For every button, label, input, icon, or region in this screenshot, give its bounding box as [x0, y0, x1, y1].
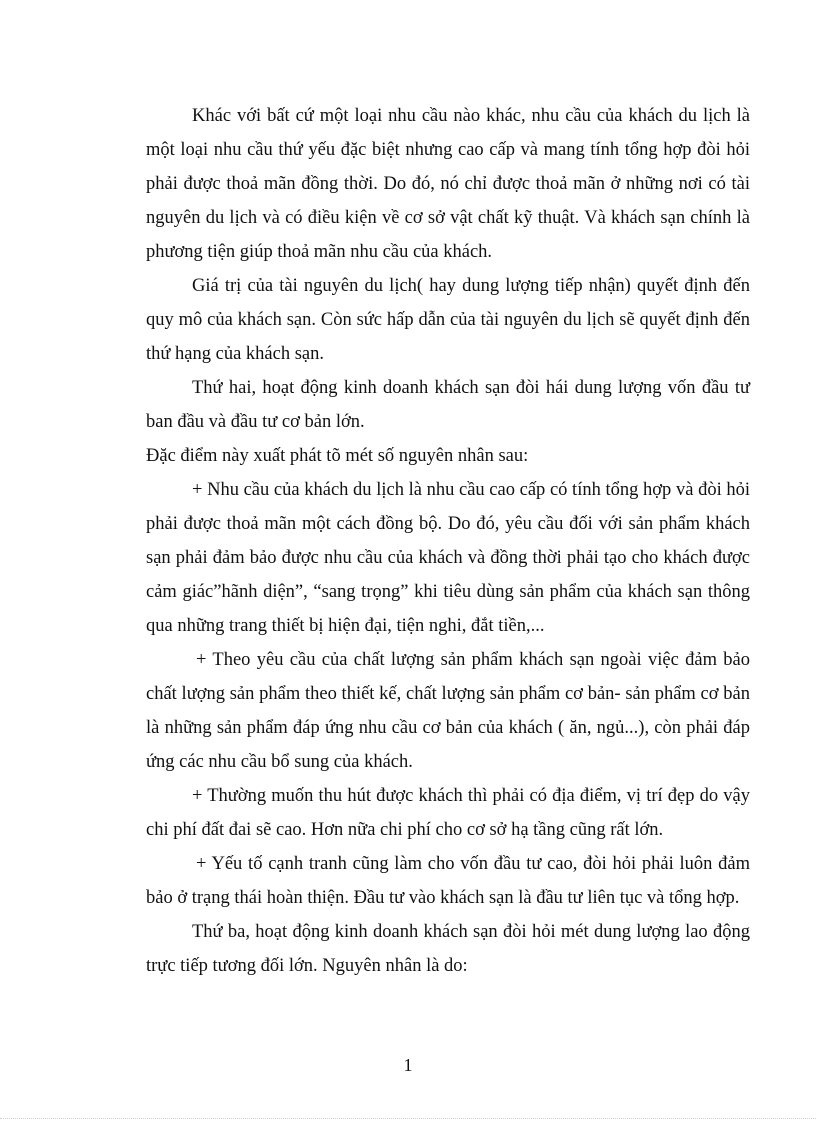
list-item-location-cost: + Thường muốn thu hút được khách thì phải có địa điểm, vị trí đẹp do vậy chi phí đất đai sẽ cao. Hơn nữa chi phí cho cơ sở hạ tầng cũng rất lớn.: [146, 786, 750, 840]
list-item-competition: + Yếu tố cạnh tranh cũng làm cho vốn đầu tư cao, đòi hỏi phải luôn đảm bảo ở trạng thái hoàn thiện. Đầu tư vào khách sạn là đầu tư liên tục và tổng hợp.: [146, 854, 750, 908]
paragraph-third-feature: Thứ ba, hoạt động kinh doanh khách sạn đòi hỏi mét dung lượng lao động trực tiếp tương đối lớn. Nguyên nhân là do:: [146, 922, 750, 976]
paragraph-causes-intro: Đặc điểm này xuất phát tõ mét số nguyên nhân sau:: [146, 446, 529, 466]
page-bottom-divider: [0, 1118, 816, 1119]
list-item-product-quality: + Theo yêu cầu của chất lượng sản phẩm khách sạn ngoài việc đảm bảo chất lượng sản phẩm theo thiết kế, chất lượng sản phẩm cơ bản- sản phẩm cơ bản là những sản phẩm đáp ứng nhu cầu cơ bản của khách ( ăn, ngủ...), còn phải đáp ứng các nhu cầu bổ sung của khách.: [146, 650, 750, 772]
paragraph-second-feature: Thứ hai, hoạt động kinh doanh khách sạn đòi hái dung lượng vốn đầu tư ban đầu và đầu tư cơ bản lớn.: [146, 378, 750, 432]
paragraph-tourist-needs: Khác với bất cứ một loại nhu cầu nào khác, nhu cầu của khách du lịch là một loại nhu cầu thứ yếu đặc biệt nhưng cao cấp và mang tính tổng hợp đòi hỏi phải được thoả mãn đồng thời. Do đó, nó chỉ được thoả mãn ở những nơi có tài nguyên du lịch và có điều kiện về cơ sở vật chất kỹ thuật. Và khách sạn chính là phương tiện giúp thoả mãn nhu cầu của khách.: [146, 106, 750, 262]
list-item-premium-needs: + Nhu cầu của khách du lịch là nhu cầu cao cấp có tính tổng hợp và đòi hỏi phải được thoả mãn một cách đồng bộ. Do đó, yêu cầu đối với sản phẩm khách sạn phải đảm bảo được nhu cầu của khách và đồng thời phải tạo cho khách được cảm giác”hãnh diện”, “sang trọng” khi tiêu dùng sản phẩm của khách sạn thông qua những trang thiết bị hiện đại, tiện nghi, đắt tiền,...: [146, 480, 750, 636]
page-number: 1: [403, 1055, 413, 1075]
document-body: [146, 99, 750, 983]
paragraph-tourism-resources: Giá trị của tài nguyên du lịch( hay dung lượng tiếp nhận) quyết định đến quy mô của khách sạn. Còn sức hấp dẫn của tài nguyên du lịch sẽ quyết định đến thứ hạng của khách sạn.: [146, 276, 750, 364]
